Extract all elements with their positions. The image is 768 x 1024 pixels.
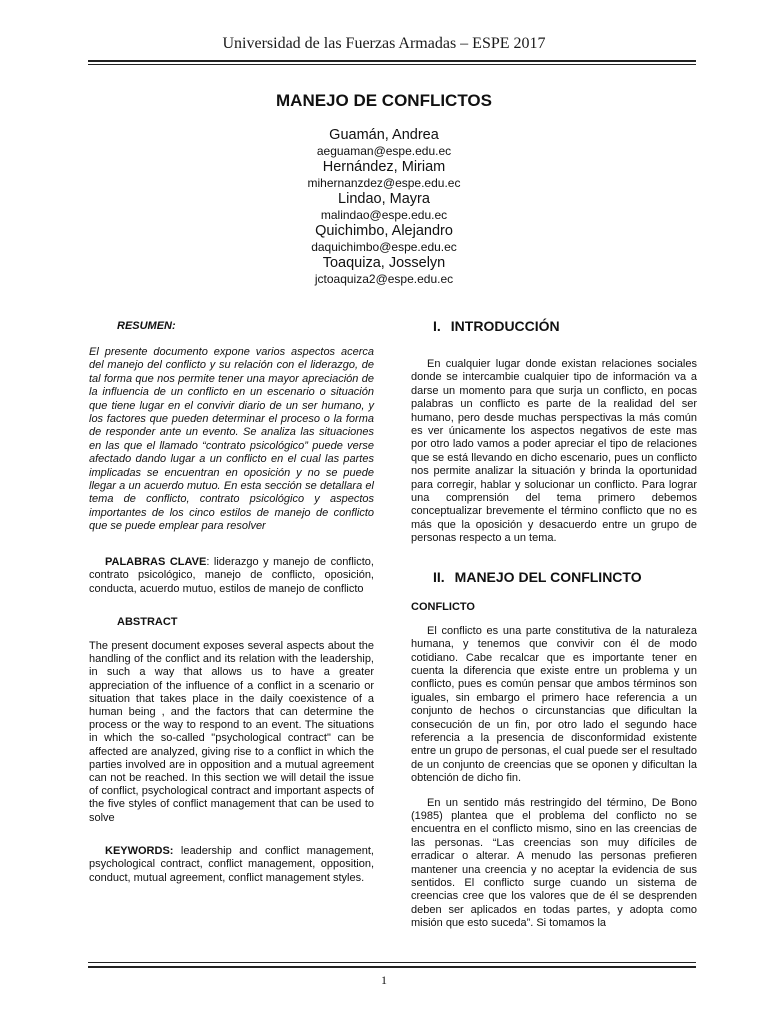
section-number: II. [433,568,445,585]
right-column [411,318,697,931]
author-block [0,127,768,287]
footer-rule-thin [88,962,696,963]
paragraph: En cualquier lugar donde existan relaciones sociales donde se intercambie cualquier tipo de información va a darse un momento para que surja un conflicto, en pocas palabras un conflicto es parte de la realidad del ser humano, pero desde muchas perspectivas la más común es ver únicamente los aspectos negativos de este mas por otro lado vamos a poder apreciar el tipo de relaciones que se está llevando en dicho escenario, pues un conflicto nos permite analizar la situación y brinda la oportunidad para corregir, hablar y solucionar un conflicto. Para lograr una comprensión del tema primero debemos conceptualizar brevemente el término conflicto que no es más que la oposición y desacuerdo entre un grupo de personas respecto a un tema. [411,358,697,545]
author-name: Toaquiza, Josselyn [322,255,446,271]
keywords-text: leadership and conflict management, psychological contract, conflict management, opposition, conduct, mutual agreement, conflict management styles. [89,844,374,884]
footer-rule [88,966,696,968]
author-name: Quichimbo, Alejandro [315,223,453,239]
keywords-label: KEYWORDS: [105,844,174,857]
author-email: malindao@espe.edu.ec [320,208,448,222]
author-name: Lindao, Mayra [338,191,430,207]
author-email: mihernanzdez@espe.edu.ec [307,176,461,190]
paper-title: MANEJO DE CONFLICTOS [276,91,492,110]
section-heading-introduccion [411,318,697,334]
abstract-heading: ABSTRACT [117,615,178,628]
palabras-clave-label: PALABRAS CLAVE [105,555,207,568]
page-number: 1 [381,973,387,987]
header-rule [88,60,696,62]
paragraph: El conflicto es una parte constitutiva de la naturaleza humana, y tenemos que convivir con él de modo cotidiano. Cabe recalcar que es importante tener en cuenta la diferencia que existe entre un problema y un conflicto, pues es común pensar que ambos términos son iguales, sin embargo el primero hace referencia a un conjunto de hechos o circunstancias que dificultan la consecución de un fin, por otro lado el segundo hace referencia a la presencia de disconformidad existente entre un grupo de personas, el cual puede ser el resultado de un conjunto de creencias que se oponen y dificultan la obtención de dicho fin. [411,624,697,785]
author-name: Guamán, Andrea [329,127,439,143]
section-title: INTRODUCCIÓN [450,318,560,334]
section-title: MANEJO DEL CONFLINCTO [454,568,642,585]
section-heading-manejo [411,569,697,585]
left-column [89,320,374,885]
resumen-heading: RESUMEN: [117,320,176,332]
paragraph: En un sentido más restringido del término, De Bono (1985) plantea que el problema del conflicto no se encuentra en el conflicto mismo, sino en las creencias de las personas. “Las creencias son muy difíciles de erradicar o alterar. A menudo las personas prefieren mantener una creencia y no aceptar la evidencia de sus sentidos. El conflicto surge cuando un sistema de creencias cree que los valores que de él se desprenden deben ser aplicados en todas partes, y adopta como misión que esto suceda”. Si tomamos la [411,796,697,930]
abstract-body: The present document exposes several aspects about the handling of the conflict and its relation with the leadership, in such a way that allows us to have a greater appreciation of the influence of a conflict in a scenario or situation that takes place in the daily coexistence of a human being , and the factors that can determine the process or the way to respond to an event. The situations in which the so-called "psychological contract" can be affected are analyzed, giving rise to a conflict in which the parties involved are in opposition and a mutual agreement can not be reached. In this section we will detail the issue of conflict, psychological contract and important aspects of the five styles of conflict management that can be used to solve [89,639,374,824]
header-rule-thin [88,64,696,65]
running-header: Universidad de las Fuerzas Armadas – ESPE 2017 [222,35,546,52]
keywords [89,845,374,885]
author-email: daquichimbo@espe.edu.ec [311,240,457,254]
author-name: Hernández, Miriam [322,159,446,175]
author-email: aeguaman@espe.edu.ec [316,144,452,158]
palabras-clave [89,556,374,596]
section-number: I. [433,318,441,334]
author-email: jctoaquiza2@espe.edu.ec [314,272,454,286]
subsection-heading: CONFLICTO [411,600,475,613]
palabras-clave-text: : liderazgo y manejo de conflicto, contrato psicológico, manejo de conflicto, oposición, conducta, acuerdo mutuo, estilos de manejo de conflicto [89,555,374,595]
resumen-body: El presente documento expone varios aspectos acerca del manejo del conflicto y su relación con el liderazgo, de tal forma que nos permite tener una mayor apreciación de la influencia de un conflicto en un escenario o situación que tiene lugar en el convivir diario de un ser humano, y los factores que pueden determinar el proceso o la forma de responder ante un evento. Se analiza las situaciones en las que el llamado “contrato psicológico” puede verse afectado dando lugar a un conflicto en el cual las partes implicadas se encuentran en oposición y no se puede llegar a un acuerdo mutuo. En esta sección se detallara el tema de conflicto, contrato psicológico y aspectos importantes de los cinco estilos de manejo de conflicto que se puede emplear para resolver [89,346,374,533]
